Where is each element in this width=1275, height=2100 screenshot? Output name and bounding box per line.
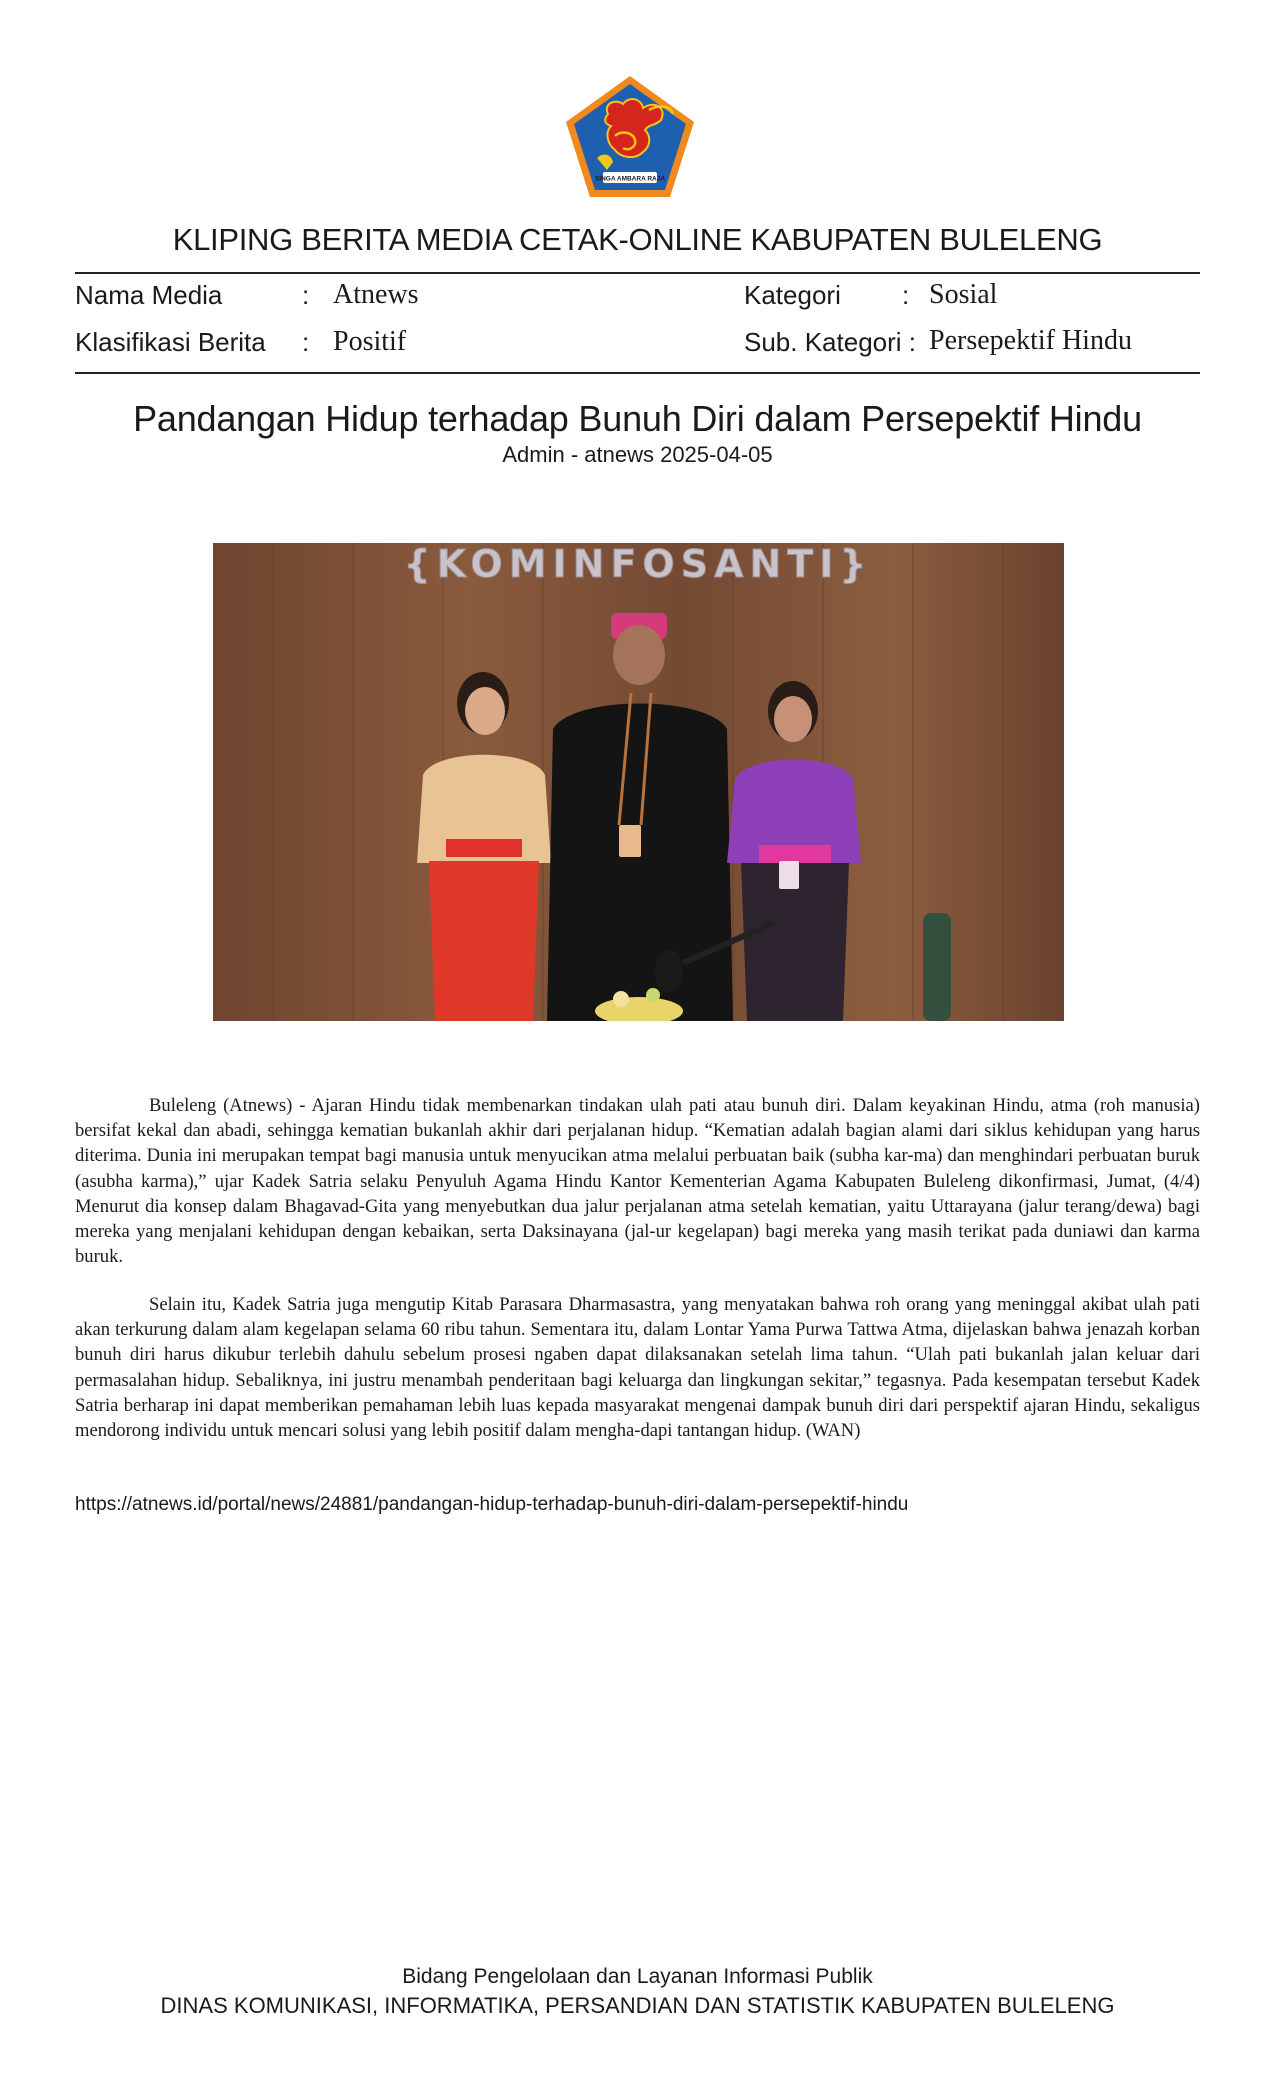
media-name-colon: : — [302, 280, 310, 310]
logo-ribbon-text: SINGA AMBARA RAJA — [594, 175, 666, 183]
news-classification-colon: : — [302, 327, 310, 357]
header-top-divider — [75, 272, 1200, 274]
category-colon: : — [902, 280, 910, 310]
buleleng-emblem-logo — [563, 74, 697, 200]
news-classification-label: Klasifikasi Berita — [75, 327, 266, 357]
clipping-header-title: KLIPING BERITA MEDIA CETAK-ONLINE KABUPATEN BULELENG — [172, 222, 1103, 257]
subcategory-label: Sub. Kategori : — [744, 327, 916, 357]
article-source-url: https://atnews.id/portal/news/24881/pandangan-hidup-terhadap-bunuh-diri-dalam-persepektif-hindu — [75, 1494, 909, 1515]
news-classification-value: Positif — [333, 326, 407, 357]
metadata-bottom-divider — [75, 372, 1200, 374]
category-value: Sosial — [929, 279, 998, 310]
article-byline: Admin - atnews 2025-04-05 — [502, 442, 773, 467]
footer-agency-name: DINAS KOMUNIKASI, INFORMATIKA, PERSANDIAN DAN STATISTIK KABUPATEN BULELENG — [160, 1993, 1115, 2018]
subcategory-value: Persepektif Hindu — [929, 325, 1132, 356]
category-label: Kategori — [744, 280, 841, 310]
article-paragraph: Selain itu, Kadek Satria juga mengutip Kitab Parasara Dharmasastra, yang menyatakan bahwa roh orang yang meninggal akibat ulah pati akan terkurung dalam alam kegelapan selama 60 ribu tahun. Sementara itu, dalam Lontar Yama Purwa Tattwa Atma, dijelaskan bahwa jenazah korban bunuh diri harus dikubur terlebih dahulu sebelum prosesi ngaben dapat dilaksanakan setelah lima tahun. “Ulah pati bukanlah jalan keluar dari permasalahan hidup. Sebaliknya, ini justru menambah penderitaan bagi keluarga dan lingkungan sekitar,” tegasnya. Pada kesempatan tersebut Kadek Satria berharap ini dapat memberikan pemahaman lebih luas kepada masyarakat mengenai dampak bunuh diri dari perspektif ajaran Hindu, sekaligus mendorong individu untuk mencari solusi yang lebih positif dalam mengha-dapi tantangan hidup. (WAN) — [75, 1294, 1200, 1442]
article-paragraph: Buleleng (Atnews) - Ajaran Hindu tidak membenarkan tindakan ulah pati atau bunuh diri. Dalam keyakinan Hindu, atma (roh manusia) bersifat kekal dan abadi, sehingga kematian bukanlah akhir dari perjalanan hidup. “Kematian adalah bagian alami dari siklus kehidupan yang harus diterima. Dunia ini merupakan tempat bagi manusia untuk menyucikan atma melalui perbuatan baik (subha kar-ma) dan menghindari perbuatan buruk (asubha karma),” ujar Kadek Satria selaku Penyuluh Agama Hindu Kantor Kementerian Agama Kabupaten Buleleng dikonfirmasi, Jumat, (4/4) Menurut dia konsep dalam Bhagavad-Gita yang menyebutkan dua jalur perjalanan atma setelah kematian, yaitu Uttarayana (jalur terang/dewa) bagi mereka yang menjalani kehidupan dengan kebaikan, serta Daksinayana (jal-ur kegelapan) bagi mereka yang masih terikat pada duniawi dan karma buruk. — [75, 1095, 1200, 1268]
media-name-label: Nama Media — [75, 280, 223, 310]
media-name-value: Atnews — [333, 279, 419, 310]
footer-division-name: Bidang Pengelolaan dan Layanan Informasi Publik — [402, 1965, 873, 1988]
article-title: Pandangan Hidup terhadap Bunuh Diri dalam Persepektif Hindu — [133, 398, 1142, 439]
photo-wall-sign: {KOMINFOSANTI} — [403, 543, 873, 586]
article-photo — [213, 543, 1064, 1021]
